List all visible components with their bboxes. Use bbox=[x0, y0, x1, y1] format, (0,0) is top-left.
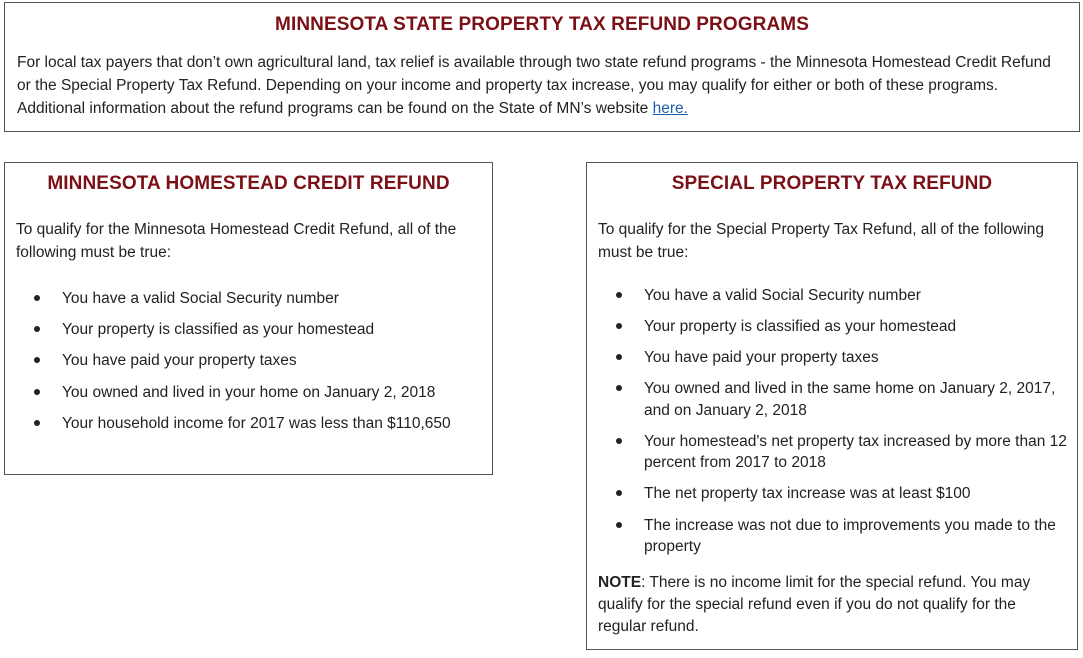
homestead-title: MINNESOTA HOMESTEAD CREDIT REFUND bbox=[47, 173, 450, 194]
special-refund-box bbox=[586, 162, 1078, 650]
list-item: You have a valid Social Security number bbox=[587, 285, 1077, 307]
bullet-icon bbox=[34, 357, 40, 363]
special-intro: To qualify for the Special Property Tax Refund, all of the following must be true: bbox=[598, 221, 1045, 261]
special-requirements-list bbox=[587, 285, 1077, 558]
list-item: Your homestead's net property tax increased by more than 12 percent from 2017 to 2018 bbox=[587, 431, 1077, 474]
special-title: SPECIAL PROPERTY TAX REFUND bbox=[671, 173, 993, 194]
intro-text: For local tax payers that don’t own agricultural land, tax relief is available through two state refund programs - the Minnesota Homestead Credit Refund or the Special Property Tax Refund. Depending on your income and property tax increase, you may qualify for either or both of these programs. Additional information about the refund programs can be found on the State of MN’s website bbox=[17, 54, 1051, 117]
list-item: Your property is classified as your homestead bbox=[587, 316, 1077, 338]
homestead-intro: To qualify for the Minnesota Homestead Credit Refund, all of the following must be true: bbox=[16, 221, 457, 261]
list-item: You owned and lived in the same home on January 2, 2017, and on January 2, 2018 bbox=[587, 378, 1077, 421]
bullet-icon bbox=[616, 490, 622, 496]
note-label: NOTE bbox=[598, 573, 642, 591]
list-item: You have paid your property taxes bbox=[587, 347, 1077, 369]
bullet-icon bbox=[34, 389, 40, 395]
bullet-icon bbox=[616, 354, 622, 360]
bullet-icon bbox=[616, 292, 622, 298]
list-item: The increase was not due to improvements you made to the property bbox=[587, 515, 1077, 558]
homestead-requirements-list bbox=[5, 288, 492, 434]
list-item: The net property tax increase was at least $100 bbox=[587, 483, 1077, 505]
programs-overview-box bbox=[4, 2, 1080, 132]
bullet-icon bbox=[616, 438, 622, 444]
bullet-icon bbox=[34, 326, 40, 332]
bullet-icon bbox=[34, 420, 40, 426]
special-note bbox=[587, 572, 1077, 638]
bullet-icon bbox=[616, 522, 622, 528]
intro-paragraph bbox=[5, 51, 1079, 120]
bullet-icon bbox=[616, 385, 622, 391]
note-text: : There is no income limit for the special refund. You may qualify for the special refund even if you do not qualify for the regular refund. bbox=[598, 573, 1031, 635]
page-title: MINNESOTA STATE PROPERTY TAX REFUND PROGRAMS bbox=[275, 14, 809, 35]
here-link[interactable]: here. bbox=[652, 100, 688, 117]
list-item: You have a valid Social Security number bbox=[5, 288, 492, 310]
homestead-credit-box bbox=[4, 162, 493, 475]
list-item: Your household income for 2017 was less than $110,650 bbox=[5, 413, 492, 435]
list-item: You have paid your property taxes bbox=[5, 350, 492, 372]
list-item: You owned and lived in your home on January 2, 2018 bbox=[5, 382, 492, 404]
bullet-icon bbox=[34, 295, 40, 301]
list-item: Your property is classified as your homestead bbox=[5, 319, 492, 341]
bullet-icon bbox=[616, 323, 622, 329]
